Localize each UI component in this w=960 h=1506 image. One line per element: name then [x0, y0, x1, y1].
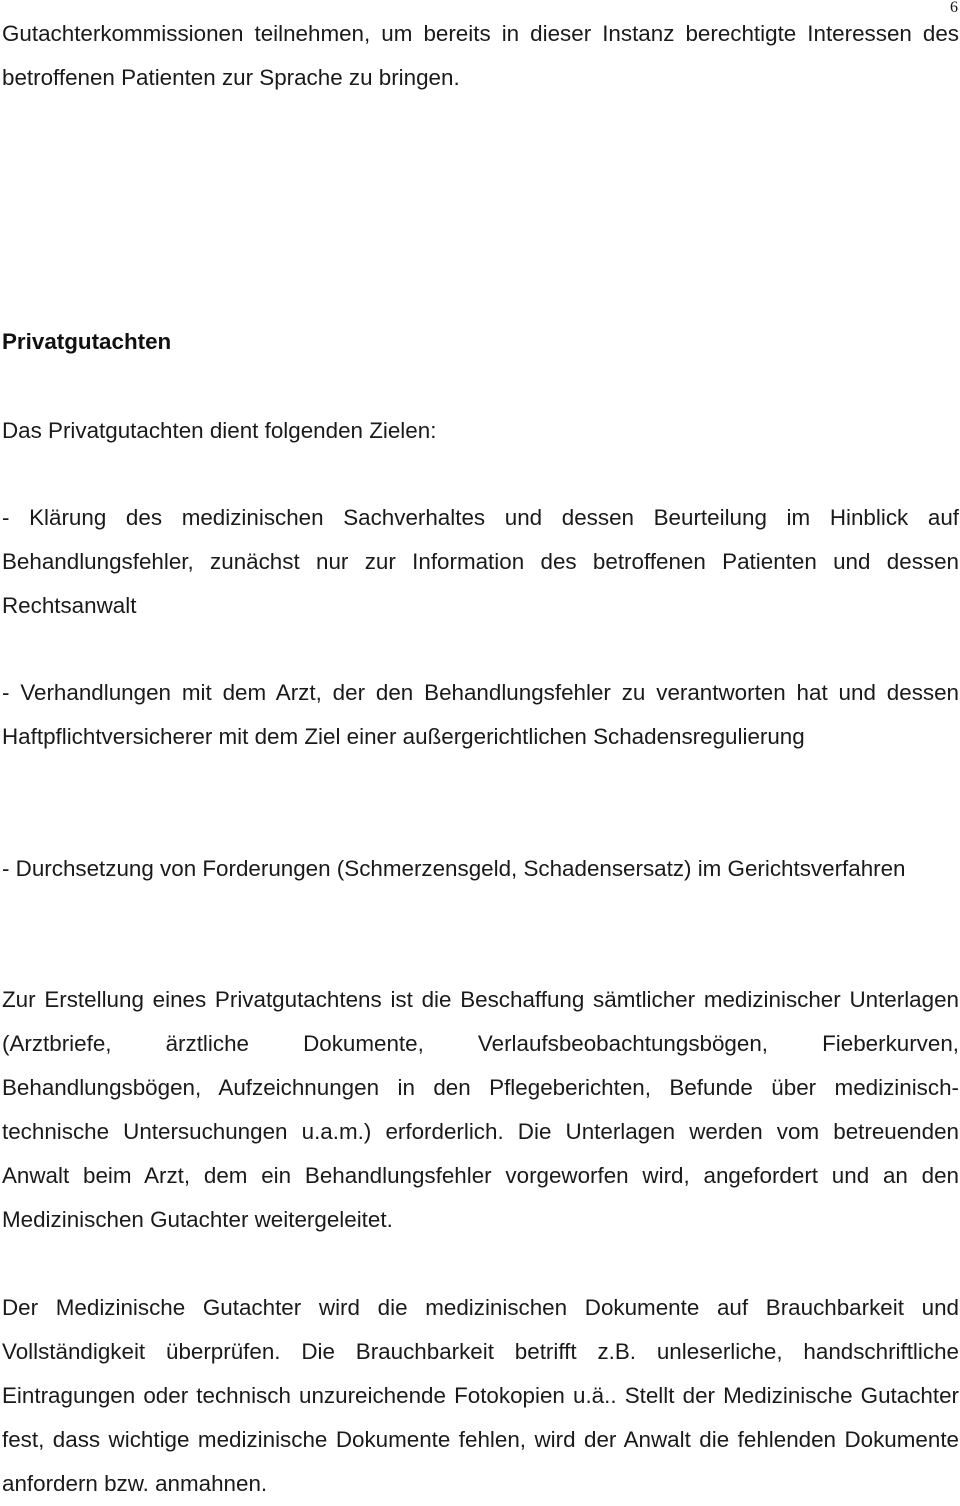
review-paragraph: Der Medizinische Gutachter wird die medizinischen Dokumente auf Brauchbarkeit und Vollständigkeit überprüfen. Die Brauchbarkeit betrifft z.B. unleserliche, handschriftliche Eintragungen oder technisch unzureichende Fotokopien u.ä.. Stellt der Medizinische Gutachter fest, dass wichtige medizinische Dokumente fehlen, wird der Anwalt die fehlenden Dokumente anfordern bzw. anmahnen. — [2, 1295, 959, 1496]
page-number: 6 — [950, 0, 958, 16]
documents-paragraph: Zur Erstellung eines Privatgutachtens ist die Beschaffung sämtlicher medizinischer Unterlagen (Arztbriefe, ärztliche Dokumente, Verlaufsbeobachtungsbögen, Fieberkurven, Behandlungsbögen, Aufzeichnungen in den Pflegeberichten, Befunde über medizinisch-technische Untersuchungen u.a.m.) erforderlich. Die Unterlagen werden vom betreuenden Anwalt beim Arzt, dem ein Behandlungsfehler vorgeworfen wird, angefordert und an den Medizinischen Gutachter weitergeleitet. — [2, 987, 959, 1232]
goal-item-1: - Klärung des medizinischen Sachverhaltes und dessen Beurteilung im Hinblick auf Behandlungsfehler, zunächst nur zur Information des betroffenen Patienten und dessen Rechtsanwalt — [2, 505, 959, 618]
purpose-paragraph: Das Privatgutachten dient folgenden Zielen: — [2, 418, 437, 443]
section-heading: Privatgutachten — [2, 329, 172, 354]
intro-paragraph: Gutachterkommissionen teilnehmen, um bereits in dieser Instanz berechtigte Interessen des betroffenen Patienten zur Sprache zu bringen. — [2, 21, 959, 90]
goal-item-2: - Verhandlungen mit dem Arzt, der den Behandlungsfehler zu verantworten hat und dessen Haftpflichtversicherer mit dem Ziel einer außergerichtlichen Schadensregulierung — [2, 680, 959, 749]
goal-item-3: - Durchsetzung von Forderungen (Schmerzensgeld, Schadensersatz) im Gerichtsverfahren — [2, 856, 906, 881]
